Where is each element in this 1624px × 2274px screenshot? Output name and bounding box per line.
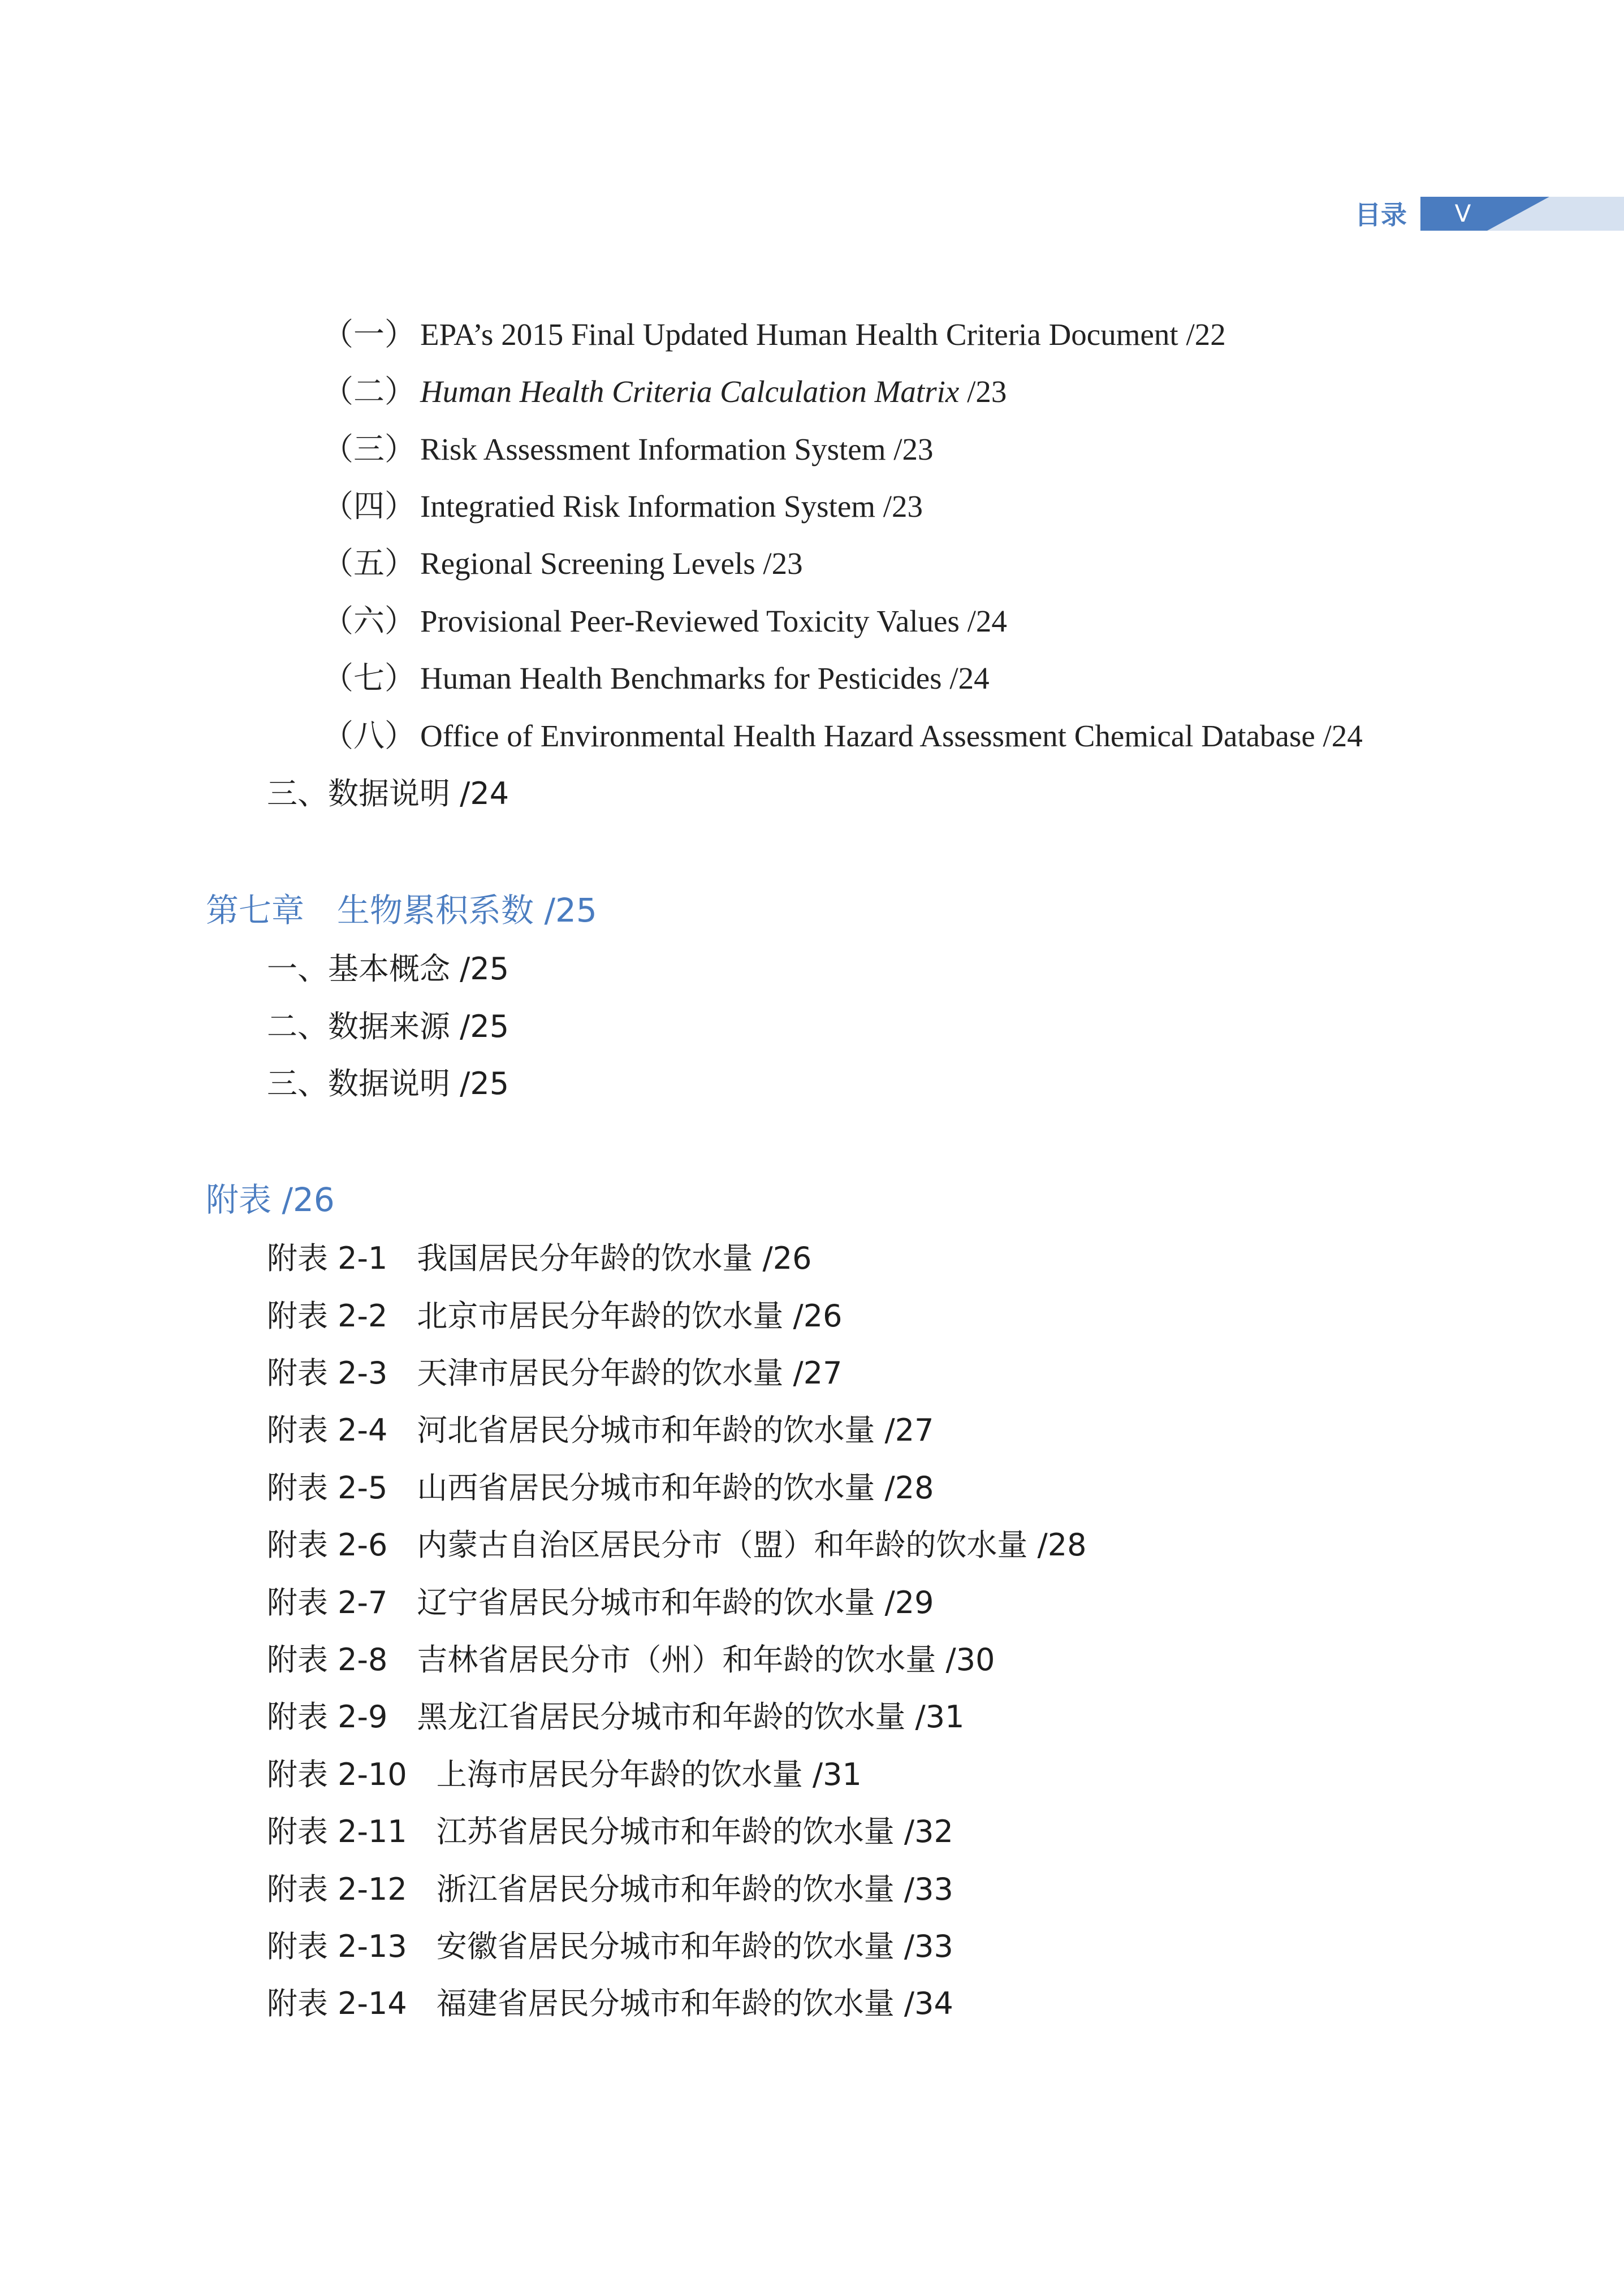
table-page: /31 [812, 1757, 862, 1792]
header-page-number: V [1454, 200, 1471, 227]
section-title: 三、数据说明 [267, 1066, 450, 1101]
table-title: 黑龙江省居民分城市和年龄的饮水量 [417, 1699, 906, 1735]
toc-subitem[interactable] [322, 546, 803, 582]
toc-chapter-heading[interactable] [206, 892, 597, 928]
subitem-number: （一） [322, 317, 416, 352]
toc-table-entry[interactable] [267, 1699, 964, 1735]
toc-table-entry[interactable] [267, 1470, 934, 1506]
table-title: 安徽省居民分城市和年龄的饮水量 [436, 1929, 895, 1964]
table-page: /33 [904, 1929, 953, 1964]
table-page: /28 [884, 1470, 934, 1506]
toc-subitem[interactable] [322, 660, 990, 697]
table-code: 附表 2-8 [267, 1642, 388, 1678]
section-title: 一、基本概念 [267, 951, 450, 987]
toc-table-entry[interactable] [267, 1929, 953, 1965]
table-code: 附表 2-11 [267, 1814, 407, 1849]
subitem-number: （七） [322, 661, 416, 695]
section-title: 三、数据说明 [267, 776, 450, 811]
toc-subitem[interactable] [322, 718, 1363, 754]
subitem-number: （二） [322, 374, 416, 409]
table-title: 我国居民分年龄的饮水量 [417, 1240, 753, 1276]
toc-section[interactable] [267, 1066, 509, 1102]
appendix-title: 附表 [206, 1181, 272, 1219]
chapter-page: /25 [544, 891, 597, 930]
table-title: 内蒙古自治区居民分市（盟）和年龄的饮水量 [417, 1527, 1028, 1563]
subitem-page: /23 [893, 432, 934, 466]
table-page: /28 [1037, 1527, 1087, 1563]
toc-table-entry[interactable] [267, 1412, 934, 1449]
appendix-page: /26 [282, 1181, 335, 1219]
subitem-title: Regional Screening Levels [420, 546, 755, 581]
section-page: /25 [460, 1066, 509, 1101]
toc-table-entry[interactable] [267, 1986, 953, 2022]
table-page: /27 [793, 1355, 843, 1391]
section-page: /24 [460, 776, 509, 811]
subitem-title: EPA’s 2015 Final Updated Human Health Criteria Document [420, 317, 1178, 352]
table-page: /31 [915, 1699, 965, 1735]
table-code: 附表 2-6 [267, 1527, 388, 1563]
table-title: 天津市居民分年龄的饮水量 [417, 1355, 784, 1391]
subitem-page: /23 [763, 546, 803, 581]
table-code: 附表 2-13 [267, 1929, 407, 1964]
subitem-title: Human Health Benchmarks for Pesticides [420, 661, 942, 695]
table-title: 吉林省居民分市（州）和年龄的饮水量 [417, 1642, 936, 1678]
toc-section[interactable] [267, 1009, 509, 1045]
toc-subitem[interactable] [322, 374, 1007, 410]
toc-subitem[interactable] [322, 431, 934, 468]
toc-subitem[interactable] [322, 317, 1226, 353]
toc-table-entry[interactable] [267, 1298, 842, 1334]
chapter-title: 生物累积系数 [337, 891, 534, 930]
subitem-page: /23 [967, 374, 1007, 409]
table-code: 附表 2-12 [267, 1871, 407, 1907]
table-code: 附表 2-7 [267, 1585, 388, 1620]
table-code: 附表 2-2 [267, 1298, 388, 1334]
section-title: 二、数据来源 [267, 1009, 450, 1044]
subitem-page: /24 [949, 661, 990, 695]
toc-table-entry[interactable] [267, 1240, 811, 1277]
table-title: 北京市居民分年龄的饮水量 [417, 1298, 784, 1334]
subitem-number: （六） [322, 604, 416, 638]
table-page: /29 [884, 1585, 934, 1620]
chapter-label: 第七章 [206, 891, 305, 930]
subitem-page: /24 [1323, 719, 1363, 753]
toc-subitem[interactable] [322, 603, 1007, 639]
subitem-number: （八） [322, 719, 416, 753]
toc-section[interactable] [267, 776, 509, 812]
table-code: 附表 2-4 [267, 1412, 388, 1448]
table-code: 附表 2-3 [267, 1355, 388, 1391]
toc-table-entry[interactable] [267, 1355, 842, 1391]
table-title: 河北省居民分城市和年龄的饮水量 [417, 1412, 875, 1448]
table-title: 上海市居民分年龄的饮水量 [436, 1757, 803, 1792]
subitem-page: /22 [1186, 317, 1226, 352]
table-page: /34 [904, 1986, 953, 2021]
table-page: /32 [904, 1814, 953, 1849]
toc-table-entry[interactable] [267, 1871, 953, 1908]
header-section-label: 目录 [1355, 200, 1407, 230]
toc-table-entry[interactable] [267, 1527, 1086, 1563]
table-code: 附表 2-10 [267, 1757, 407, 1792]
table-page: /27 [884, 1412, 934, 1448]
subitem-number: （四） [322, 489, 416, 524]
section-page: /25 [460, 1009, 509, 1044]
table-title: 辽宁省居民分城市和年龄的饮水量 [417, 1585, 875, 1620]
table-code: 附表 2-14 [267, 1986, 407, 2021]
table-code: 附表 2-9 [267, 1699, 388, 1735]
subitem-title: Risk Assessment Information System [420, 432, 886, 466]
table-page: /30 [945, 1642, 995, 1678]
section-page: /25 [460, 951, 509, 987]
toc-table-entry[interactable] [267, 1642, 995, 1678]
table-code: 附表 2-5 [267, 1470, 388, 1506]
toc-table-entry[interactable] [267, 1757, 862, 1793]
subitem-page: /24 [967, 604, 1007, 638]
table-title: 浙江省居民分城市和年龄的饮水量 [436, 1871, 895, 1907]
subitem-title: Provisional Peer-Reviewed Toxicity Values [420, 604, 960, 638]
subitem-title: Office of Environmental Health Hazard Assessment Chemical Database [420, 719, 1315, 753]
subitem-title: Human Health Criteria Calculation Matrix [420, 374, 960, 409]
toc-section[interactable] [267, 951, 509, 987]
toc-subitem[interactable] [322, 488, 923, 525]
subitem-number: （三） [322, 432, 416, 466]
table-page: /33 [904, 1871, 953, 1907]
subitem-page: /23 [883, 489, 923, 524]
toc-appendix-heading[interactable] [206, 1182, 335, 1218]
table-page: /26 [762, 1240, 812, 1276]
toc-table-entry[interactable] [267, 1585, 934, 1621]
table-page: /26 [793, 1298, 843, 1334]
table-title: 山西省居民分城市和年龄的饮水量 [417, 1470, 875, 1506]
table-title: 福建省居民分城市和年龄的饮水量 [436, 1986, 895, 2021]
subitem-number: （五） [322, 546, 416, 581]
toc-table-entry[interactable] [267, 1814, 953, 1850]
table-title: 江苏省居民分城市和年龄的饮水量 [436, 1814, 895, 1849]
table-code: 附表 2-1 [267, 1240, 388, 1276]
subitem-title: Integratied Risk Information System [420, 489, 876, 524]
